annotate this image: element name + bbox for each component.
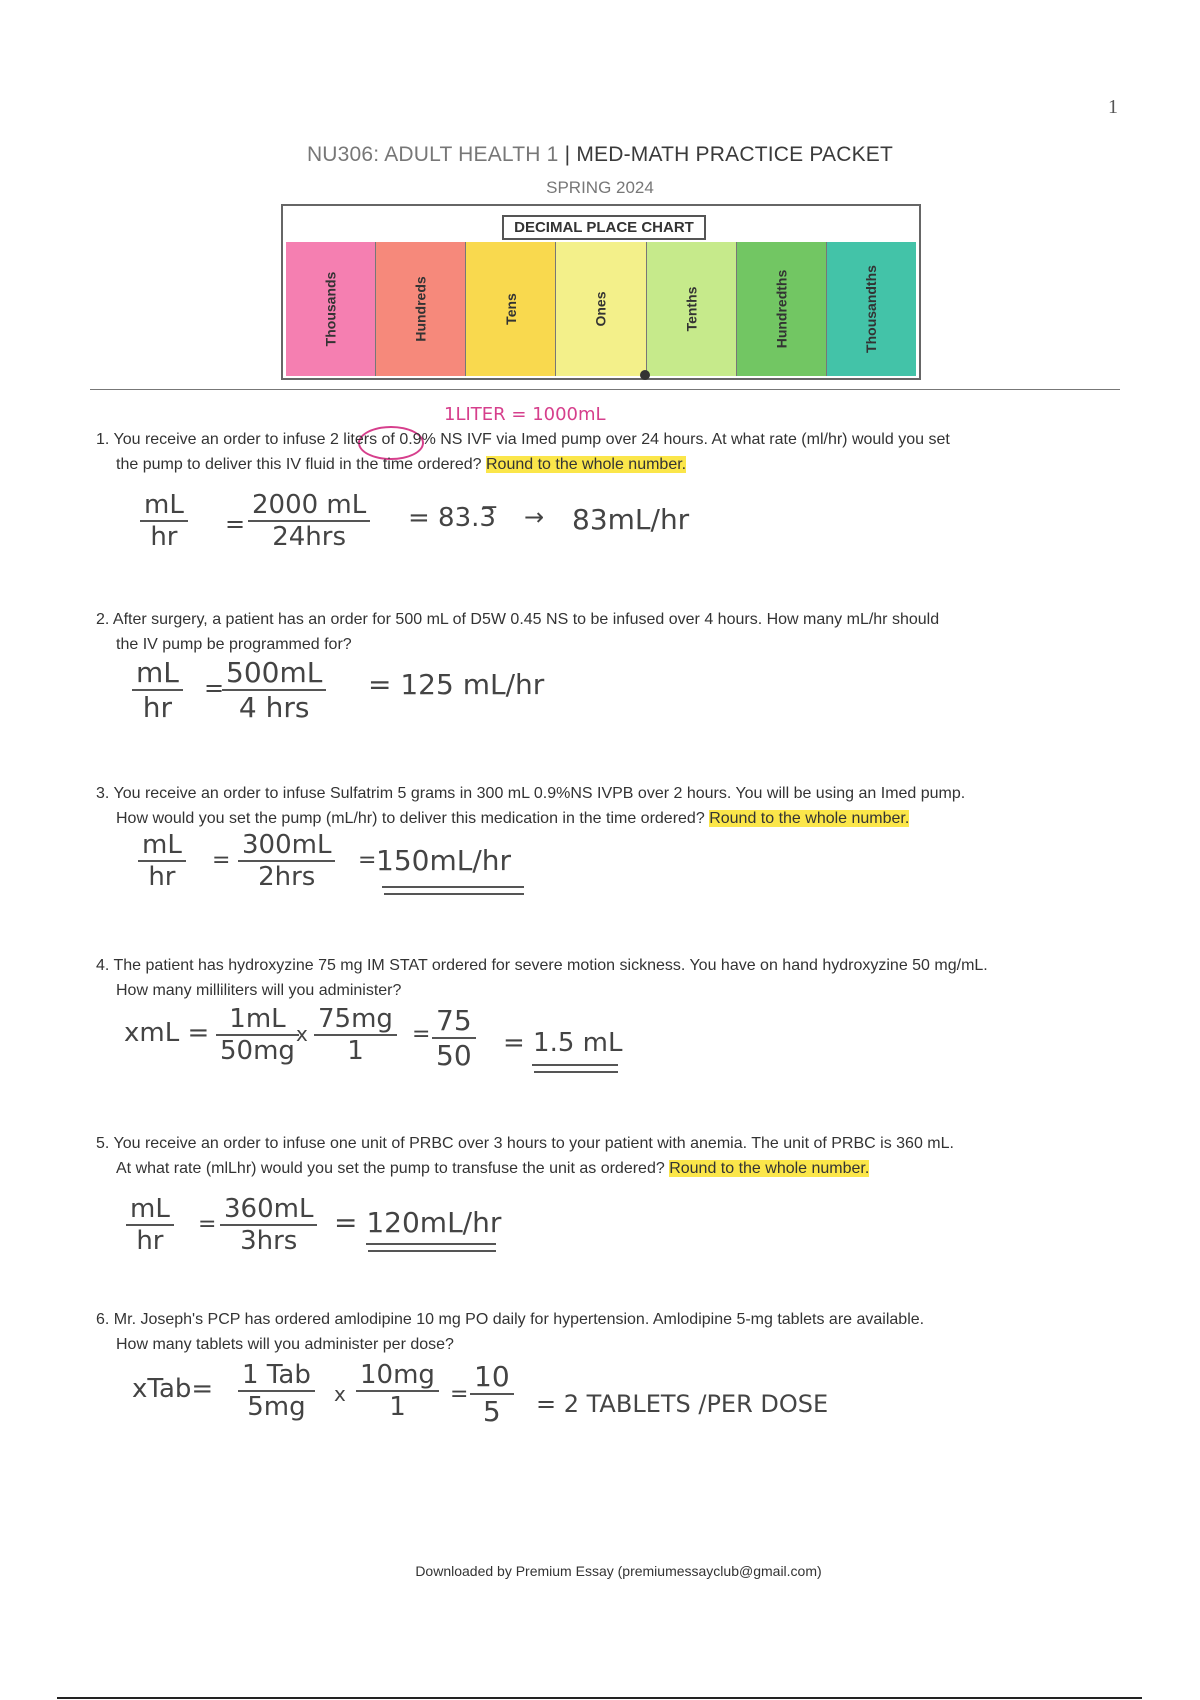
q2-answer: = 125 mL/hr (368, 668, 545, 701)
q4-line-2: How many milliliters will you administer? (116, 982, 402, 999)
q3-line-2: How would you set the pump (mL/hr) to deliver this medication in the time ordered? (116, 810, 705, 827)
q1-decimal-result: = 83.3̅ (408, 503, 496, 533)
q5-rate-fraction: 360mL 3hrs (220, 1194, 317, 1256)
place-label: Tenths (683, 286, 700, 332)
q3-line-1: 3. You receive an order to infuse Sulfatrim 5 grams in 300 mL 0.9%NS IVPB over 2 hours. You will be using an Imed pump. (96, 785, 966, 802)
question-4 (96, 953, 1136, 1003)
place-cell-tens (466, 242, 556, 376)
answer-underline (532, 1064, 618, 1066)
q4-equals: = (412, 1022, 431, 1047)
q5-line-2: At what rate (mlLhr) would you set the pump to transfuse the unit as ordered? (116, 1160, 665, 1177)
q2-line-1: 2. After surgery, a patient has an order for 500 mL of D5W 0.45 NS to be infused over 4 hours. How many mL/hr should (96, 611, 940, 628)
round-instruction: Round to the whole number. (485, 456, 687, 473)
download-footer: Downloaded by Premium Essay (premiumessayclub@gmail.com) (415, 1563, 822, 1579)
q6-fraction-2: $\frac{10mg}{1}$ (356, 1360, 439, 1422)
q3-equals-2: = (358, 848, 377, 873)
q1-text-a: 1. You receive an order to infuse (96, 431, 326, 448)
round-instruction: Round to the whole number. (709, 810, 910, 827)
place-cell-thousands (286, 242, 376, 376)
q4-line-1: 4. The patient has hydroxyzine 75 mg IM STAT ordered for severe motion sickness. You have on hand hydroxyzine 50 mg/mL. (96, 957, 988, 974)
place-cell-thousandths (827, 242, 916, 376)
liter-conversion-note: 1LITER = 1000mL (444, 404, 606, 425)
q6-equals: = (450, 1382, 469, 1407)
page-number: 1 (1108, 96, 1118, 118)
place-label: Thousands (322, 271, 339, 347)
round-instruction: Round to the whole number. (669, 1160, 870, 1177)
packet-title: MED-MATH PRACTICE PACKET (576, 143, 894, 166)
q3-lhs-fraction: $\frac{mL}{hr}$ (138, 830, 186, 892)
page-title (0, 143, 1200, 167)
question-2 (96, 607, 1136, 657)
q2-line-2: the IV pump be programmed for? (116, 636, 352, 653)
q2-equals: = (204, 674, 225, 702)
q2-lhs-fraction: $\frac{mL}{hr}$ (132, 656, 183, 724)
place-label: Hundredths (773, 269, 790, 349)
answer-underline (366, 1243, 496, 1245)
q5-answer: = 120mL/hr (334, 1206, 502, 1239)
q1-rate-fraction: 2000 mL 24hrs (248, 490, 370, 552)
place-label: Ones (592, 291, 609, 327)
q1-circled-text: 2 liters (329, 431, 378, 448)
q6-fraction-3: $\frac{10}{5}$ (470, 1360, 514, 1428)
q4-fraction-3: $\frac{75}{50}$ (432, 1004, 476, 1072)
place-cell-hundreds (376, 242, 466, 376)
decimal-point-marker (640, 370, 650, 380)
question-6 (96, 1307, 1136, 1357)
course-title: NU306: ADULT HEALTH 1 (306, 143, 559, 166)
arrow-icon: → (524, 503, 545, 531)
q4-lhs: xmL = (124, 1018, 210, 1048)
answer-underline (382, 886, 524, 888)
question-1 (96, 427, 1136, 477)
q6-line-1: 6. Mr. Joseph's PCP has ordered amlodipine 10 mg PO daily for hypertension. Amlodipine 5-mg tablets are available. (96, 1311, 925, 1328)
semester-label: SPRING 2024 (546, 178, 654, 197)
q5-lhs-fraction: $\frac{mL}{hr}$ (126, 1194, 174, 1256)
q1-answer: 83mL/hr (572, 503, 690, 536)
place-cell-hundredths (737, 242, 827, 376)
q1-line-2: the pump to deliver this IV fluid in the time ordered? (116, 456, 482, 473)
q6-fraction-1: 1 Tab 5mg (238, 1360, 315, 1422)
question-5 (96, 1131, 1136, 1181)
q1-lhs-fraction: $\frac{mL}{hr}$ (140, 490, 188, 552)
decimal-chart-title: DECIMAL PLACE CHART (502, 215, 706, 240)
title-separator: | (564, 143, 571, 166)
answer-underline (534, 1071, 618, 1073)
q2-rate-fraction: 500mL 4 hrs (222, 656, 326, 724)
q5-equals: = (198, 1212, 217, 1237)
q3-rate-fraction: 300mL 2hrs (238, 830, 335, 892)
q4-answer: = 1.5 mL (503, 1028, 623, 1058)
place-label: Hundreds (412, 276, 429, 342)
q3-answer: 150mL/hr (376, 844, 512, 877)
question-3 (96, 781, 1136, 831)
q6-line-2: How many tablets will you administer per dose? (116, 1336, 454, 1353)
place-label: Tens (502, 293, 519, 325)
q4-fraction-1: $\frac{1mL}{50mg}$ (216, 1004, 299, 1066)
answer-underline (368, 1250, 496, 1252)
q5-line-1: 5. You receive an order to infuse one unit of PRBC over 3 hours to your patient with anemia. The unit of PRBC is 360 mL. (96, 1135, 954, 1152)
place-cell-ones (556, 242, 646, 376)
q4-times: x (296, 1022, 308, 1046)
place-label: Thousandths (863, 265, 880, 353)
answer-underline (384, 893, 524, 895)
q3-equals: = (212, 848, 231, 873)
q1-equals: = (225, 510, 246, 538)
q6-times: x (334, 1382, 346, 1406)
q6-lhs: xTab= (132, 1374, 214, 1404)
q6-answer: = 2 TABLETS /PER DOSE (536, 1390, 829, 1418)
place-cell-tenths (647, 242, 737, 376)
bottom-divider (57, 1697, 1142, 1699)
q1-text-b: of 0.9% NS IVF via Imed pump over 24 hours. At what rate (ml/hr) would you set (381, 431, 950, 448)
q4-fraction-2: $\frac{75mg}{1}$ (314, 1004, 397, 1066)
header-divider (90, 389, 1120, 390)
decimal-chart-cells (286, 242, 916, 376)
